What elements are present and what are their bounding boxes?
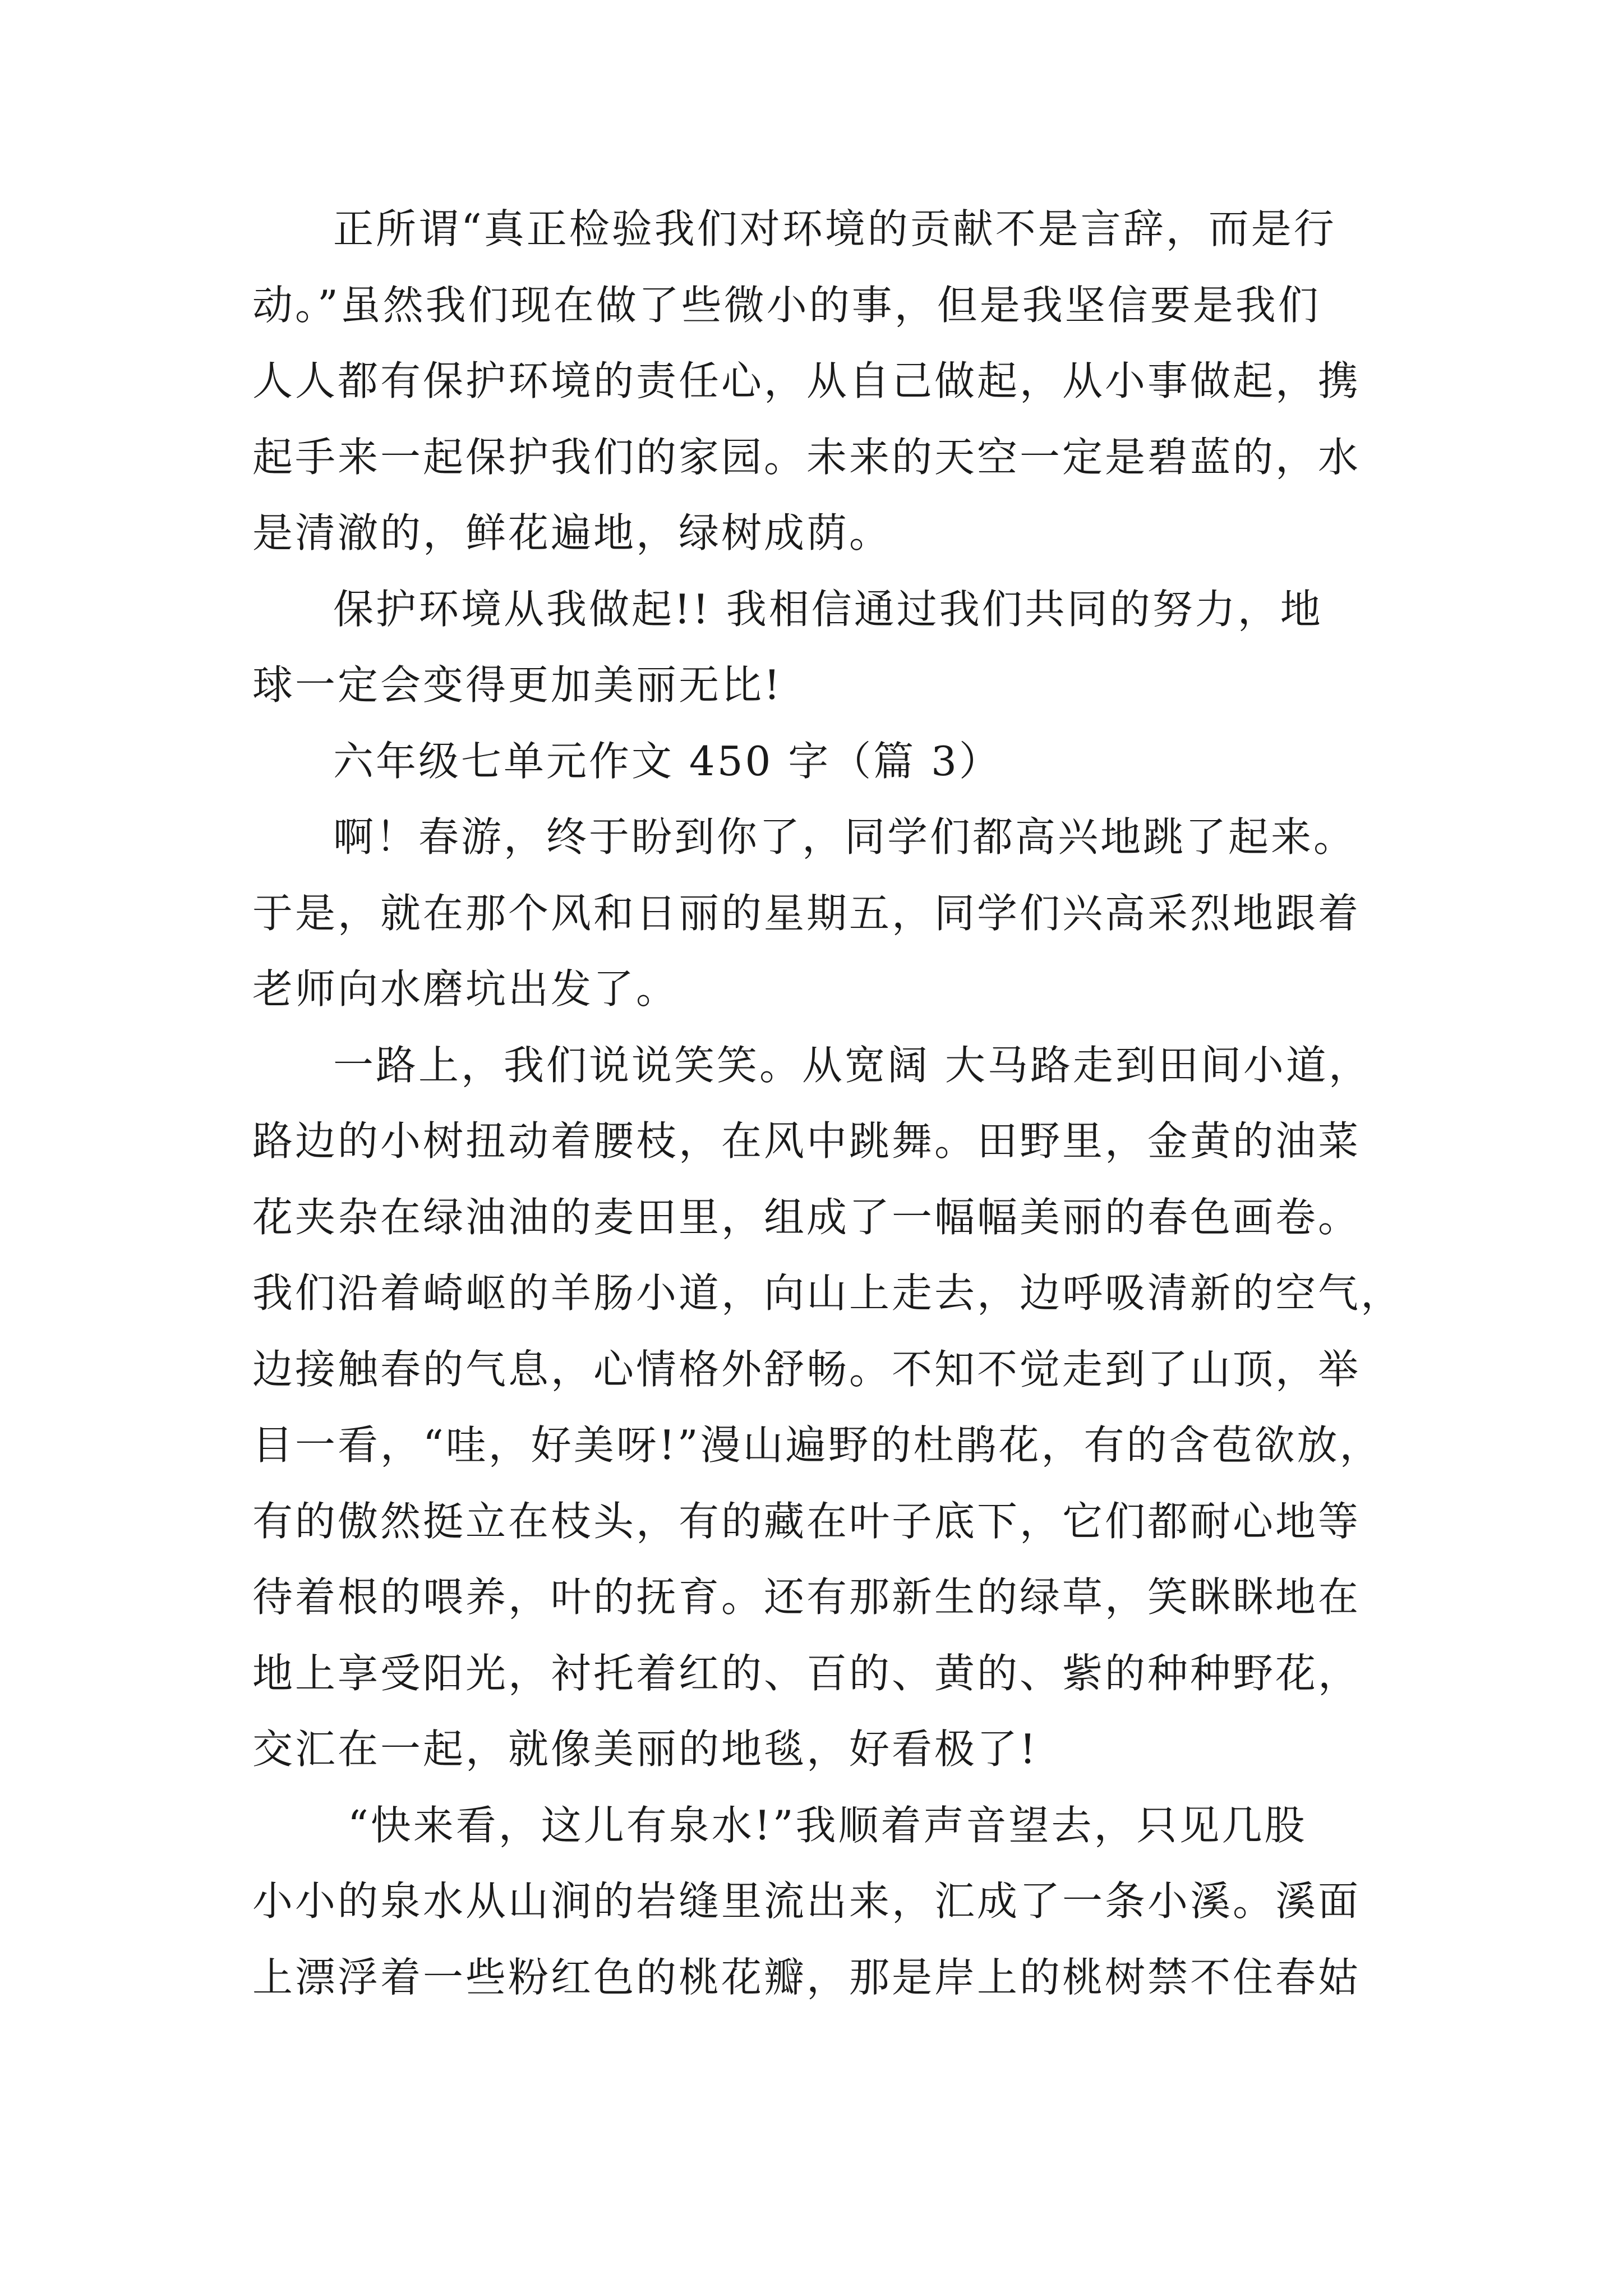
text-line: 小小的泉水从山涧的岩缝里流出来，汇成了一条小溪。溪面 xyxy=(252,1878,1361,1925)
text-line: 起手来一起保护我们的家园。未来的天空一定是碧蓝的，水 xyxy=(252,433,1361,481)
text-line: 有的傲然挺立在枝头，有的藏在叶子底下，它们都耐心地等 xyxy=(252,1497,1361,1545)
text-line: “快来看，这儿有泉水!”我顺着声音望去，只见几股 xyxy=(348,1801,1307,1849)
text-line: 老师向水磨坑出发了。 xyxy=(252,965,679,1013)
section-heading: 六年级七单元作文 450 字（篇 3） xyxy=(333,737,1002,785)
text-line: 交汇在一起，就像美丽的地毯，好看极了! xyxy=(252,1726,1038,1773)
text-line: 路边的小树扭动着腰枝，在风中跳舞。田野里，金黄的油菜 xyxy=(252,1117,1361,1165)
text-line: 人人都有保护环境的责任心，从自己做起，从小事做起，携 xyxy=(252,357,1361,404)
text-line: 是清澈的，鲜花遍地，绿树成荫。 xyxy=(252,509,892,556)
text-line: 一路上，我们说说笑笑。从宽阔 大马路走到田间小道， xyxy=(333,1041,1371,1089)
text-line: 地上享受阳光，衬托着红的、百的、黄的、紫的种种野花， xyxy=(252,1649,1361,1697)
text-line: 上漂浮着一些粉红色的桃花瓣，那是岸上的桃树禁不住春姑 xyxy=(252,1953,1361,2001)
text-line: 保护环境从我做起!! 我相信通过我们共同的努力，地 xyxy=(333,585,1323,633)
text-line: 动。”虽然我们现在做了些微小的事，但是我坚信要是我们 xyxy=(252,281,1321,329)
text-line: 正所谓“真正检验我们对环境的贡献不是言辞，而是行 xyxy=(333,205,1336,252)
text-line: 啊！春游，终于盼到你了，同学们都高兴地跳了起来。 xyxy=(333,813,1357,861)
text-line: 我们沿着崎岖的羊肠小道，向山上走去，边呼吸清新的空气， xyxy=(252,1269,1404,1317)
text-line: 边接触春的气息，心情格外舒畅。不知不觉走到了山顶，举 xyxy=(252,1345,1361,1393)
text-line: 于是，就在那个风和日丽的星期五，同学们兴高采烈地跟着 xyxy=(252,889,1361,937)
document-body xyxy=(252,205,1404,2033)
text-line: 花夹杂在绿油油的麦田里，组成了一幅幅美丽的春色画卷。 xyxy=(252,1193,1361,1241)
text-line: 球一定会变得更加美丽无比! xyxy=(252,661,782,708)
text-line: 目一看，“哇，好美呀!”漫山遍野的杜鹃花，有的含苞欲放， xyxy=(252,1421,1382,1469)
text-line: 待着根的喂养，叶的抚育。还有那新生的绿草，笑眯眯地在 xyxy=(252,1573,1361,1621)
